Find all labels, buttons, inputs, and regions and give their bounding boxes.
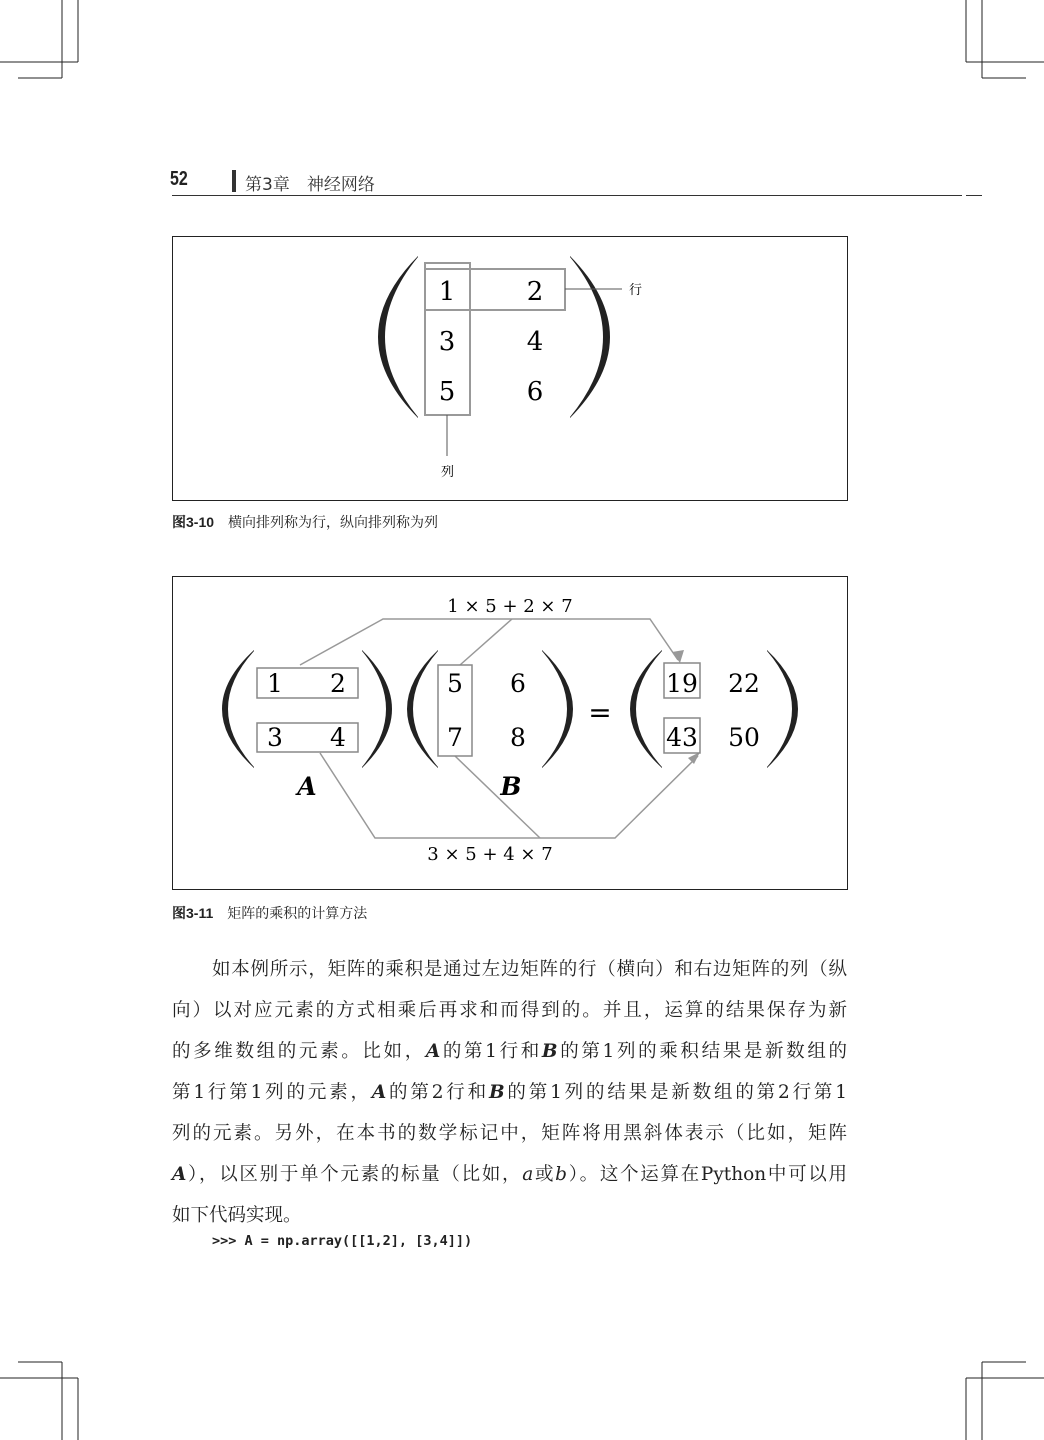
right-paren (767, 650, 798, 768)
arrow-head (688, 752, 700, 764)
bottom-formula: 3 × 5 + 4 × 7 (427, 844, 553, 865)
matrix-a-cell: 3 (267, 723, 283, 752)
row-label: 行 (629, 283, 643, 298)
column-label: 列 (441, 465, 455, 480)
math-symbol: A (172, 1164, 187, 1185)
body-line (172, 1122, 847, 1146)
figure-3-10 (173, 237, 848, 501)
body-line (172, 999, 847, 1023)
text-segment: ）。这个运算在Python中可以用 (567, 1164, 847, 1185)
result-cell: 50 (728, 723, 760, 752)
matrix-cell: 2 (526, 277, 544, 307)
math-symbol: b (555, 1164, 568, 1185)
text-segment: 如本例所示，矩阵的乘积是通过左边矩阵的行（横向）和右边矩阵的列（纵 (212, 959, 847, 980)
matrix-a-cell: 2 (330, 669, 346, 698)
left-paren (630, 650, 662, 768)
page-number: 52 (170, 168, 188, 190)
matrix-a-cell: 4 (330, 723, 346, 752)
result-cell: 19 (666, 669, 698, 698)
matrix-b-cell: 5 (447, 669, 463, 698)
right-paren (542, 650, 573, 768)
math-symbol: A (371, 1082, 387, 1103)
math-symbol: a (522, 1164, 534, 1185)
left-paren (222, 650, 254, 768)
left-paren (378, 256, 418, 418)
equals-sign: = (588, 696, 612, 729)
text-segment: 的第1列的结果是新数组的第2行第1 (504, 1082, 848, 1103)
matrix-cell: 4 (526, 327, 544, 357)
body-line (212, 958, 847, 982)
text-segment: 的多维数组的元素。比如， (172, 1041, 426, 1062)
result-cell: 22 (728, 669, 760, 698)
math-symbol: A (425, 1041, 441, 1062)
caption-text: 横向排列称为行，纵向排列称为列 (228, 515, 439, 531)
caption-text: 矩阵的乘积的计算方法 (227, 906, 368, 922)
math-symbol: B (541, 1041, 558, 1062)
matrix-cell: 1 (438, 277, 456, 307)
code-snippet: >>> A = np.array([[1,2], [3,4]]) (212, 1233, 473, 1249)
arrow-head (672, 650, 684, 663)
matrix-b-cell: 7 (447, 723, 463, 752)
body-line (172, 1081, 847, 1105)
text-segment: 向）以对应元素的方式相乘后再求和而得到的。并且，运算的结果保存为新 (172, 1000, 847, 1021)
matrix-b-label: B (500, 772, 522, 801)
body-line (172, 1040, 847, 1064)
matrix-cell: 6 (526, 377, 544, 407)
matrix-a-label: A (297, 772, 317, 801)
text-segment: 第1行第1列的元素， (172, 1082, 372, 1103)
figure-3-11-caption (172, 903, 367, 923)
caption-number: 图3-10 (172, 514, 215, 530)
body-line (172, 1163, 847, 1187)
math-symbol: B (488, 1082, 505, 1103)
text-segment: ），以区别于单个元素的标量（比如， (186, 1164, 523, 1185)
text-segment: 列的元素。另外，在本书的数学标记中，矩阵将用黑斜体表示（比如，矩阵 (172, 1123, 847, 1144)
figure-3-10-caption (172, 512, 438, 532)
matrix-b-cell: 8 (510, 723, 526, 752)
top-formula: 1 × 5 + 2 × 7 (447, 596, 573, 617)
left-paren (407, 650, 438, 768)
text-segment: 或 (533, 1164, 556, 1185)
matrix-cell: 3 (438, 327, 456, 357)
matrix-b-cell: 6 (510, 669, 526, 698)
text-segment: 的第1行和 (440, 1041, 542, 1062)
text-segment: 的第2行和 (386, 1082, 489, 1103)
right-paren (362, 650, 392, 768)
caption-number: 图3-11 (172, 905, 214, 921)
right-paren (570, 256, 610, 418)
matrix-a-cell: 1 (267, 669, 283, 698)
text-segment: 如下代码实现。 (172, 1205, 302, 1226)
body-line (172, 1204, 847, 1228)
result-cell: 43 (666, 723, 698, 752)
chapter-title: 第3章 神经网络 (245, 175, 375, 195)
figure-3-11 (173, 577, 848, 890)
text-segment: 的第1列的乘积结果是新数组的 (557, 1041, 847, 1062)
matrix-cell: 5 (438, 377, 456, 407)
